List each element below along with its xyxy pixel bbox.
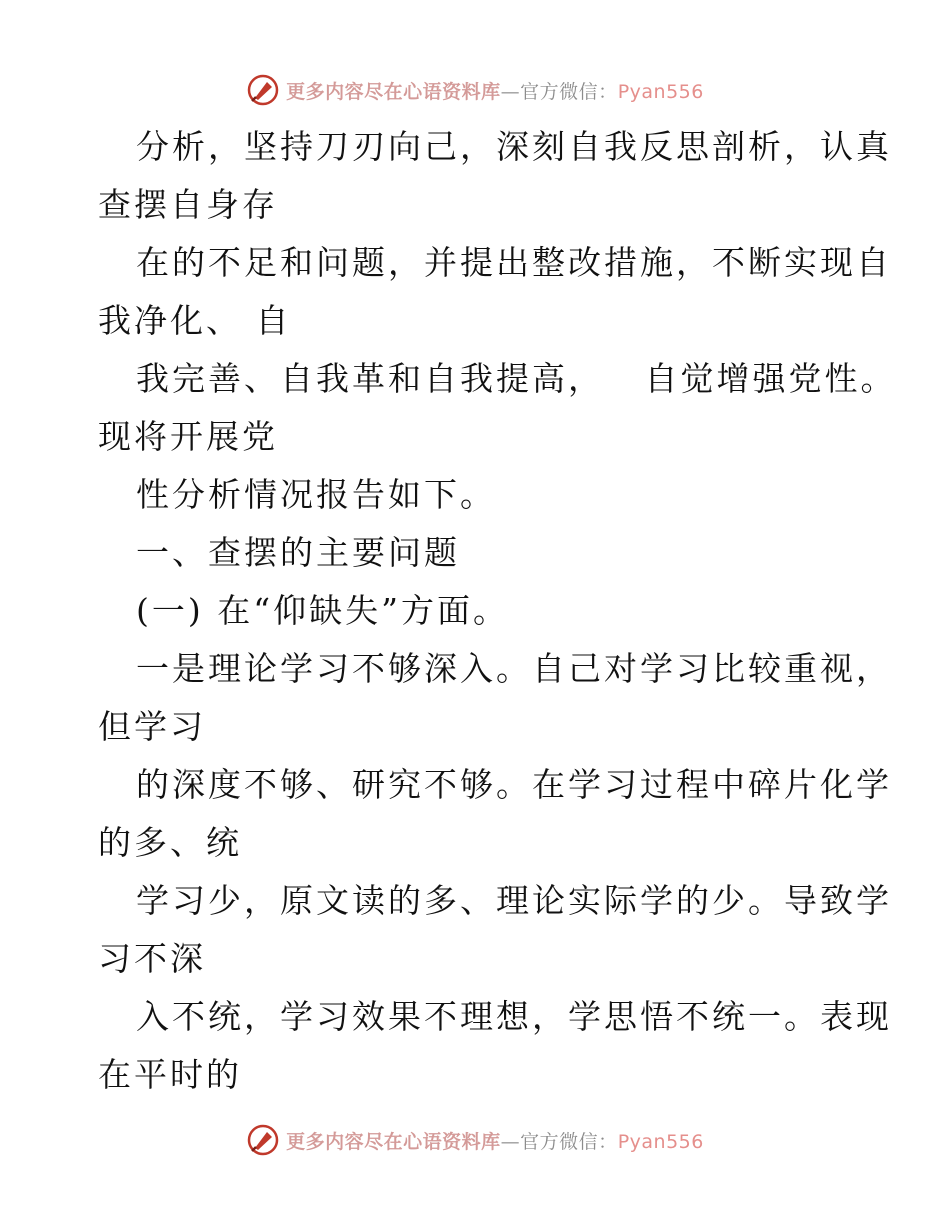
text-line: 分析，坚持刀刃向己，深刻自我反思剖析，认真 (136, 127, 892, 166)
watermark-separator: — (500, 1130, 521, 1153)
watermark-text (286, 77, 704, 104)
watermark-brand: 更多内容尽在心语资料库 (286, 80, 501, 103)
watermark-official-label: 官方微信： (520, 1130, 618, 1153)
text-line: 性分析情况报告如下。 (136, 475, 496, 514)
header-watermark (0, 70, 950, 110)
watermark-text (286, 1127, 704, 1154)
text-line: 习不深 (98, 939, 206, 978)
text-line: 在的不足和问题，并提出整改措施，不断实现自 (136, 243, 892, 282)
text-line: 现将开展党 (98, 417, 278, 456)
section-heading: 一、查摆的主要问题 (136, 533, 460, 572)
text-line: 我净化、 自 (98, 301, 292, 340)
text-line: 在平时的 (98, 1055, 242, 1094)
subsection-heading: (一) 在“仰缺失”方面。 (136, 591, 509, 630)
text-line: 入不统，学习效果不理想，学思悟不统一。表现 (136, 997, 892, 1036)
watermark-separator: — (500, 80, 521, 103)
watermark-brand: 更多内容尽在心语资料库 (286, 1130, 501, 1153)
watermark-group (246, 73, 704, 107)
text-line: 一是理论学习不够深入。自己对学习比较重视， (136, 649, 892, 688)
text-line: 的多、统 (98, 823, 242, 862)
watermark-wechat-id: Pyan556 (617, 1130, 704, 1153)
pen-nib-circle-icon (246, 1123, 280, 1157)
watermark-group (246, 1123, 704, 1157)
text-line: 但学习 (98, 707, 206, 746)
text-line: 查摆自身存 (98, 185, 278, 224)
text-line: 的深度不够、研究不够。在学习过程中碎片化学 (136, 765, 892, 804)
watermark-wechat-id: Pyan556 (617, 80, 704, 103)
text-line: 学习少，原文读的多、理论实际学的少。导致学 (136, 881, 892, 920)
pen-nib-circle-icon (246, 73, 280, 107)
watermark-official-label: 官方微信： (520, 80, 618, 103)
document-body (98, 118, 897, 1104)
footer-watermark (0, 1120, 950, 1160)
text-line: 我完善、自我革和自我提高， 自觉增强党性。 (136, 359, 897, 398)
